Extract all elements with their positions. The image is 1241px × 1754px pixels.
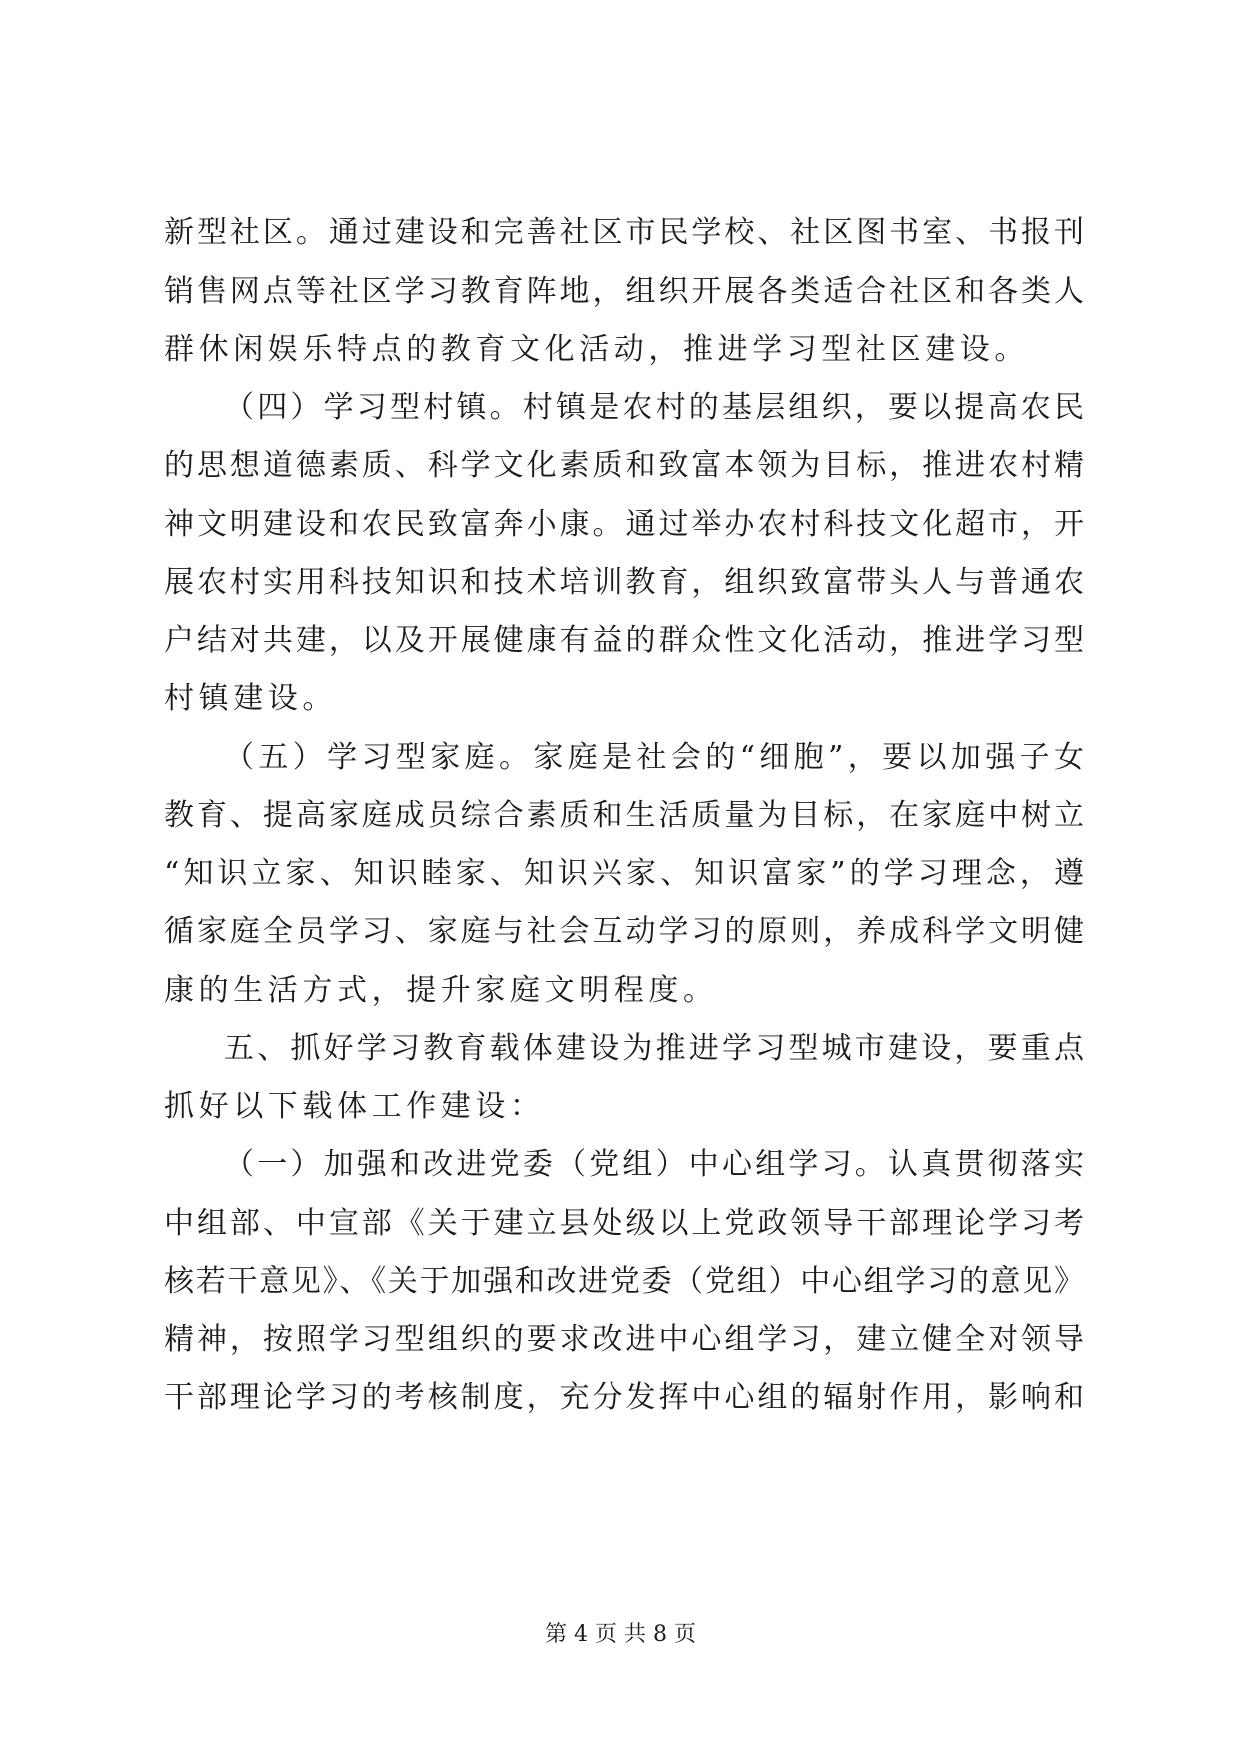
text-line-15: 五、抓好学习教育载体建设为推进学习型城市建设，要重点 <box>224 1031 1084 1066</box>
text-line-21: 干部理论学习的考核制度，充分发挥中心组的辐射作用，影响和 <box>164 1380 1084 1415</box>
text-line-13: 循家庭全员学习、家庭与社会互动学习的原则，养成科学文明健 <box>164 914 1084 949</box>
text-line-6: 神文明建设和农民致富奔小康。通过举办农村科技文化超市，开 <box>164 507 1084 542</box>
text-line-4: （四）学习型村镇。村镇是农村的基层组织，要以提高农民 <box>224 390 1084 425</box>
text-line-19: 核若干意见》、《关于加强和改进党委（党组）中心组学习的意见》 <box>164 1264 1084 1299</box>
text-line-8: 户结对共建，以及开展健康有益的群众性文化活动，推进学习型 <box>164 623 1084 658</box>
text-line-10: （五）学习型家庭。家庭是社会的“细胞”，要以加强子女 <box>224 740 1084 775</box>
text-line-1: 新型社区。通过建设和完善社区市民学校、社区图书室、书报刊 <box>164 215 1084 250</box>
text-line-17: （一）加强和改进党委（党组）中心组学习。认真贯彻落实 <box>224 1147 1084 1182</box>
text-line-2: 销售网点等社区学习教育阵地，组织开展各类适合社区和各类人 <box>164 274 1084 309</box>
text-line-14: 康的生活方式，提升家庭文明程度。 <box>164 973 718 1008</box>
text-line-7: 展农村实用科技知识和技术培训教育，组织致富带头人与普通农 <box>164 565 1084 600</box>
text-line-12: “知识立家、知识睦家、知识兴家、知识富家”的学习理念，遵 <box>164 856 1084 891</box>
text-line-20: 精神，按照学习型组织的要求改进中心组学习，建立健全对领导 <box>164 1322 1084 1357</box>
text-line-11: 教育、提高家庭成员综合素质和生活质量为目标，在家庭中树立 <box>164 798 1084 833</box>
text-line-16: 抓好以下载体工作建设： <box>164 1089 545 1124</box>
page-number-footer: 第 4 页 共 8 页 <box>545 1622 696 1647</box>
text-line-5: 的思想道德素质、科学文化素质和致富本领为目标，推进农村精 <box>164 448 1084 483</box>
text-line-9: 村镇建设。 <box>164 681 337 716</box>
text-line-18: 中组部、中宣部《关于建立县处级以上党政领导干部理论学习考 <box>164 1206 1084 1241</box>
text-line-3: 群休闲娱乐特点的教育文化活动，推进学习型社区建设。 <box>164 332 1029 367</box>
